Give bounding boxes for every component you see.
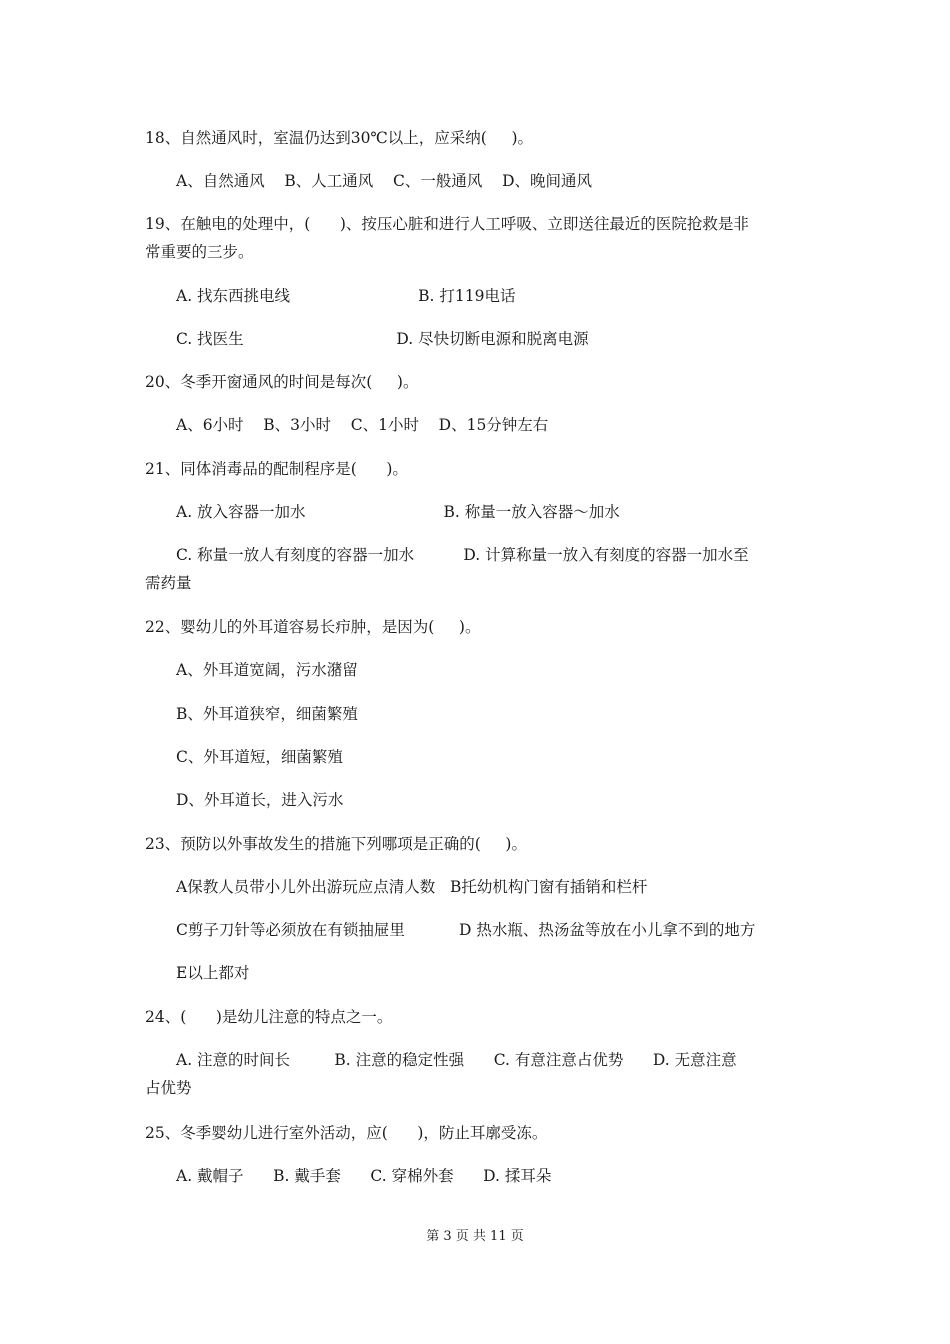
question-22-option-c: C、外耳道短，细菌繁殖 [176, 748, 343, 766]
question-19-stem-cont: 常重要的三步。 [145, 243, 254, 261]
question-20-options: A、6小时 B、3小时 C、1小时 D、15分钟左右 [176, 416, 549, 434]
question-24-options: A. 注意的时间长 B. 注意的稳定性强 C. 有意注意占优势 D. 无意注意 [176, 1051, 737, 1069]
question-22-option-a: A、外耳道宽阔，污水潴留 [176, 661, 358, 679]
question-21-options-cont: 需药量 [145, 574, 192, 592]
question-23-options-row1: A保教人员带小儿外出游玩应点清人数 B托幼机构门窗有插销和栏杆 [176, 878, 648, 896]
question-19-options-row1: A. 找东西挑电线 B. 打119电话 [176, 287, 516, 305]
question-22-option-d: D、外耳道长，进入污水 [176, 791, 344, 809]
question-25-stem: 25、冬季婴幼儿进行室外活动，应( )，防止耳廓受冻。 [145, 1124, 548, 1142]
question-23-option-e: E以上都对 [176, 964, 250, 982]
question-25-options: A. 戴帽子 B. 戴手套 C. 穿棉外套 D. 揉耳朵 [176, 1167, 552, 1185]
question-19-options-row2: C. 找医生 D. 尽快切断电源和脱离电源 [176, 330, 589, 348]
question-22-stem: 22、婴幼儿的外耳道容易长疖肿，是因为( )。 [145, 618, 481, 636]
question-18-options: A、自然通风 B、人工通风 C、一般通风 D、晚间通风 [176, 172, 592, 190]
question-21-options-row2: C. 称量一放人有刻度的容器一加水 D. 计算称量一放入有刻度的容器一加水至 [176, 546, 749, 564]
question-21-stem: 21、同体消毒品的配制程序是( )。 [145, 460, 408, 478]
question-20-stem: 20、冬季开窗通风的时间是每次( )。 [145, 373, 419, 391]
question-19-stem: 19、在触电的处理中，( )、按压心脏和进行人工呼吸、立即送往最近的医院抢救是非 [145, 215, 749, 233]
question-23-options-row2: C剪子刀针等必须放在有锁抽屉里 D 热水瓶、热汤盆等放在小儿拿不到的地方 [176, 921, 756, 939]
question-18-stem: 18、自然通风时，室温仍达到30℃以上，应采纳( )。 [145, 129, 534, 147]
question-21-options-row1: A. 放入容器一加水 B. 称量一放入容器～加水 [176, 503, 620, 521]
question-23-stem: 23、预防以外事故发生的措施下列哪项是正确的( )。 [145, 835, 527, 853]
question-22-option-b: B、外耳道狭窄，细菌繁殖 [176, 705, 358, 723]
question-24-stem: 24、( )是幼儿注意的特点之一。 [145, 1008, 393, 1026]
page-number-footer: 第 3 页 共 11 页 [426, 1229, 524, 1244]
question-24-options-cont: 占优势 [145, 1079, 192, 1097]
